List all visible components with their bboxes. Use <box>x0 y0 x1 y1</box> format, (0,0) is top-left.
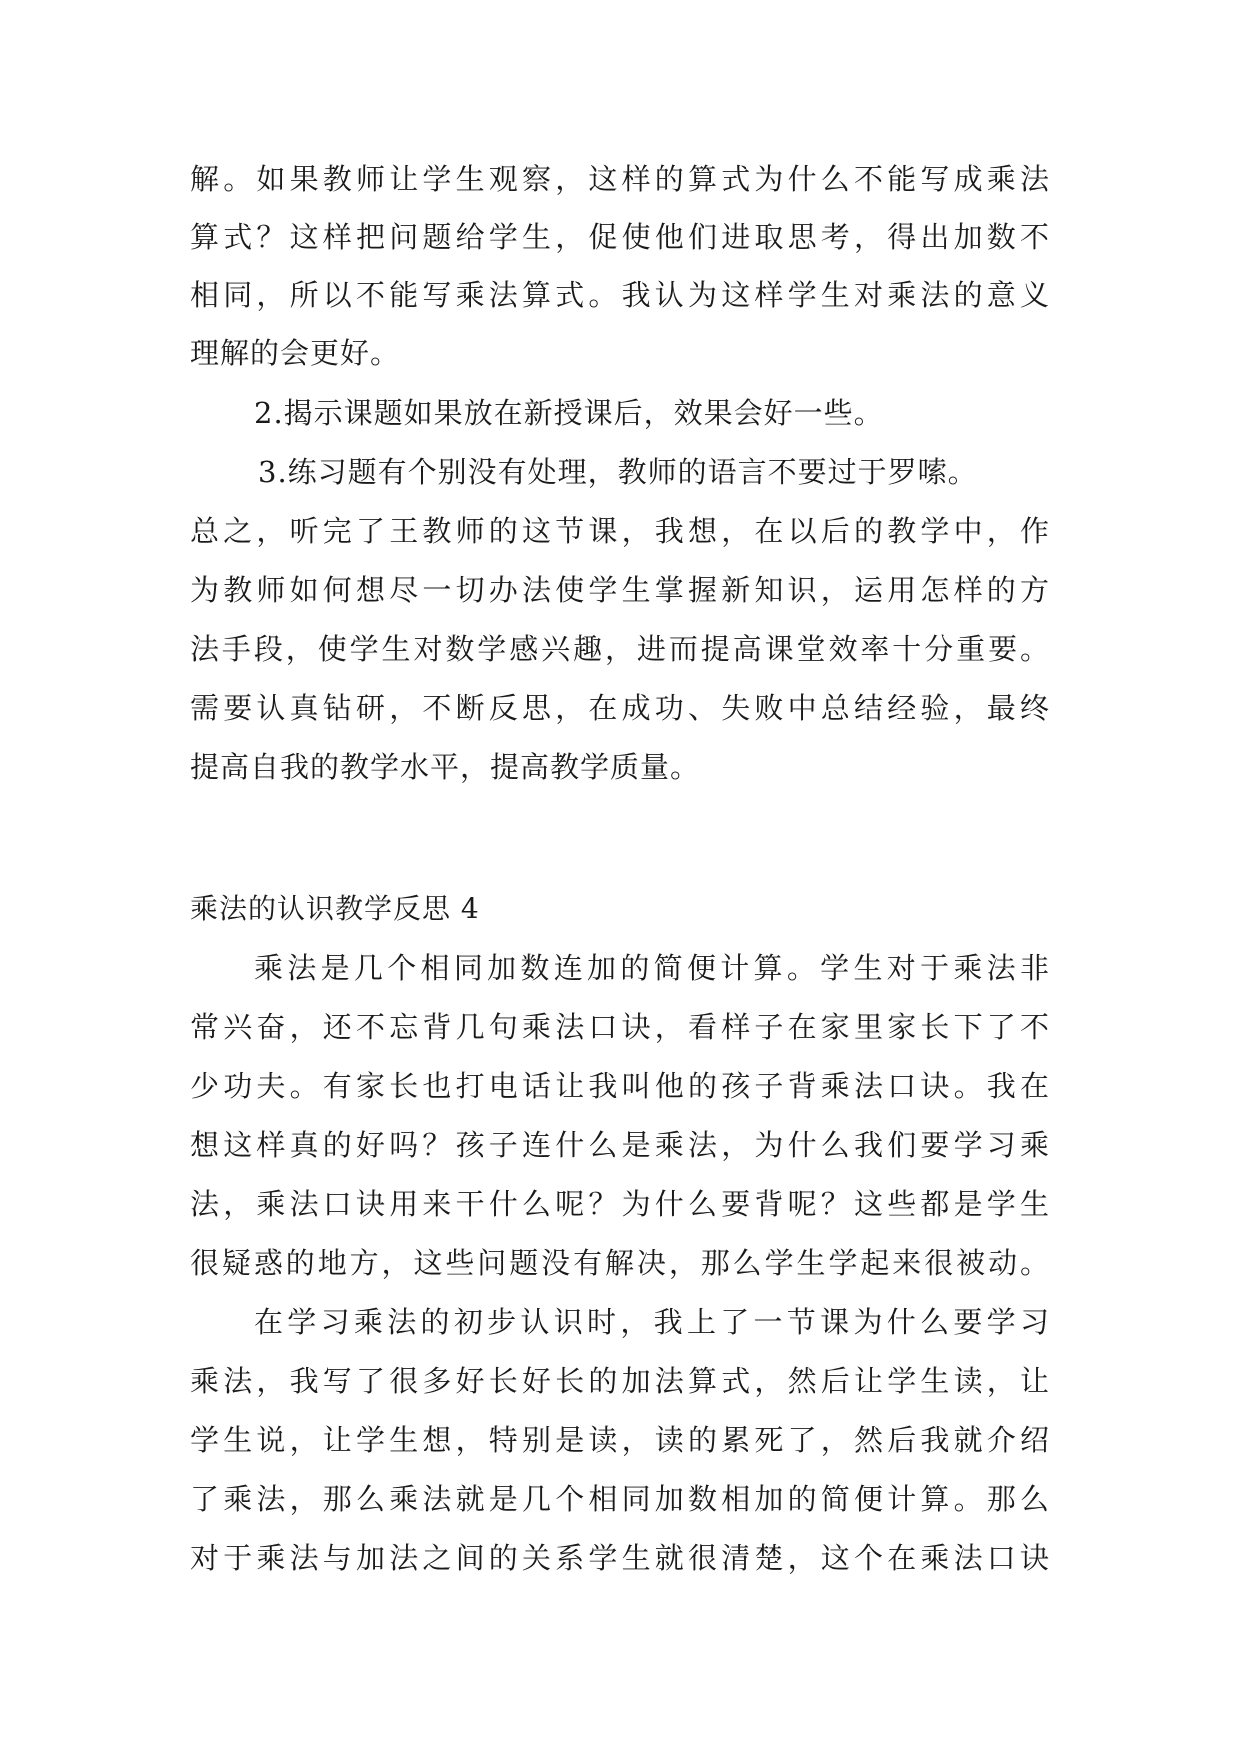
paragraph-line: 相同，所以不能写乘法算式。我认为这样学生对乘法的意义 <box>190 278 1050 312</box>
paragraph-line: 很疑惑的地方，这些问题没有解决，那么学生学起来很被动。 <box>190 1246 1050 1280</box>
paragraph-line: 算式？这样把问题给学生，促使他们进取思考，得出加数不 <box>190 220 1050 254</box>
paragraph-line: 常兴奋，还不忘背几句乘法口诀，看样子在家里家长下了不 <box>190 1010 1050 1044</box>
paragraph-line: 了乘法，那么乘法就是几个相同加数相加的简便计算。那么 <box>190 1482 1050 1516</box>
paragraph-line: 学生说，让学生想，特别是读，读的累死了，然后我就介绍 <box>190 1423 1050 1457</box>
section-title: 乘法的认识教学反思 4 <box>190 892 480 925</box>
paragraph-line: 想这样真的好吗？孩子连什么是乘法，为什么我们要学习乘 <box>190 1128 1050 1162</box>
list-item-2: 2.揭示课题如果放在新授课后，效果会好一些。 <box>254 396 884 430</box>
paragraph-line: 乘法是几个相同加数连加的简便计算。学生对于乘法非 <box>254 951 1050 985</box>
paragraph-line: 法，乘法口诀用来干什么呢？为什么要背呢？这些都是学生 <box>190 1187 1050 1221</box>
paragraph-line: 乘法，我写了很多好长好长的加法算式，然后让学生读，让 <box>190 1364 1050 1398</box>
paragraph-line: 需要认真钻研，不断反思，在成功、失败中总结经验，最终 <box>190 691 1050 725</box>
list-item-3: 3.练习题有个别没有处理，教师的语言不要过于罗嗦。 <box>258 455 978 489</box>
paragraph-line: 为教师如何想尽一切办法使学生掌握新知识，运用怎样的方 <box>190 573 1050 607</box>
paragraph-line: 对于乘法与加法之间的关系学生就很清楚，这个在乘法口诀 <box>190 1541 1050 1575</box>
paragraph-line: 解。如果教师让学生观察，这样的算式为什么不能写成乘法 <box>190 162 1050 196</box>
paragraph-line: 法手段，使学生对数学感兴趣，进而提高课堂效率十分重要。 <box>190 632 1050 666</box>
paragraph-line: 总之，听完了王教师的这节课，我想，在以后的教学中，作 <box>190 514 1050 548</box>
paragraph-line: 少功夫。有家长也打电话让我叫他的孩子背乘法口诀。我在 <box>190 1069 1050 1103</box>
paragraph-line: 在学习乘法的初步认识时，我上了一节课为什么要学习 <box>254 1305 1050 1339</box>
paragraph-line: 理解的会更好。 <box>190 336 401 370</box>
paragraph-line: 提高自我的教学水平，提高教学质量。 <box>190 750 701 784</box>
